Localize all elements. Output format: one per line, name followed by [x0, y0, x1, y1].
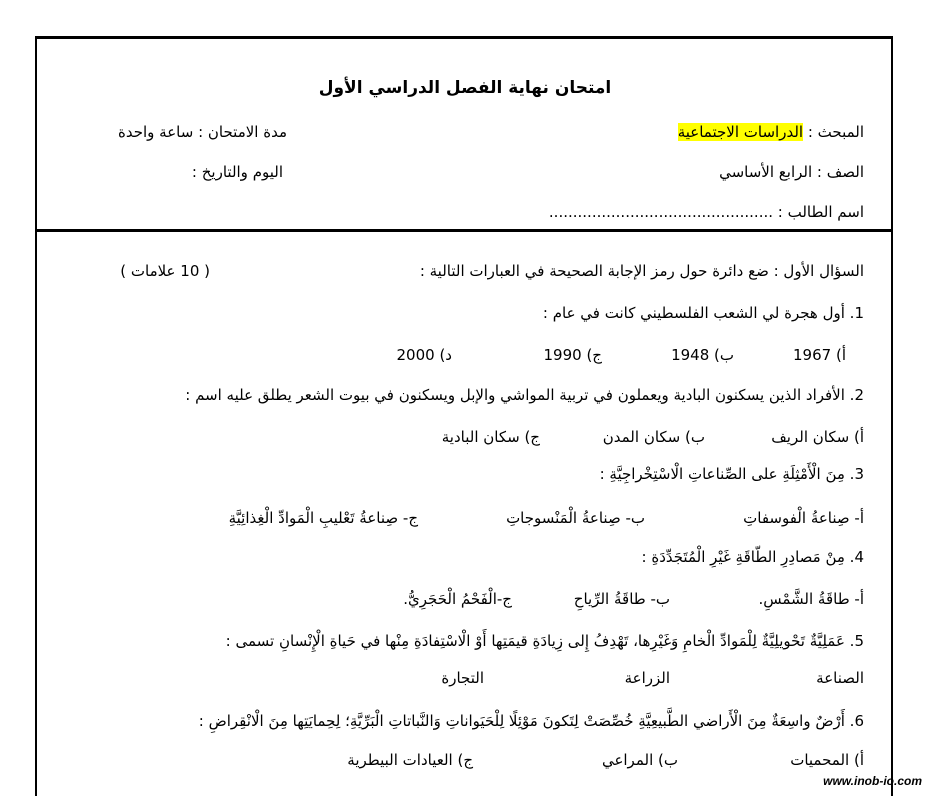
subject-line [678, 122, 864, 142]
question1-heading: السؤال الأول : ضع دائرة حول رمز الإجابة الصحيحة في العبارات التالية : [419, 262, 864, 280]
q1-item1-stem: 1. أول هجرة لي الشعب الفلسطيني كانت في عام : [542, 304, 864, 322]
q1-item6-option-a[interactable]: أ) المحميات [790, 751, 864, 769]
q1-item5-option-c[interactable]: التجارة [441, 669, 484, 687]
subject-value: الدراسات الاجتماعية [677, 123, 804, 141]
question1-marks: ( 10 علامات ) [120, 262, 210, 280]
q1-item3-stem: 3. مِنَ الْأَمْثِلَةِ على الصِّناعاتِ الْاسْتِخْراجِيَّةِ : [599, 465, 864, 483]
exam-duration: مدة الامتحان : ساعة واحدة [118, 123, 287, 141]
day-date-line: اليوم والتاريخ : [191, 163, 283, 181]
q1-item5-option-a[interactable]: الصناعة [816, 669, 864, 687]
q1-item1-option-c[interactable]: ج) 1990 [543, 346, 602, 364]
grade-line: الصف : الرابع الأساسي [719, 163, 864, 181]
exam-title: امتحان نهاية الفصل الدراسي الأول [318, 78, 612, 98]
q1-item1-option-b[interactable]: ب) 1948 [671, 346, 734, 364]
q1-item6-stem: 6. أَرْضٌ واسِعَةٌ مِنَ الْأَراضي الطَّبيعِيَّةِ خُصِّصَتْ لِتَكونَ مَوْئِلًا لِلْحَيَواناتِ وَالنَّباتاتِ الْبَرِّيَّةِ؛ لِحِمايَتِها مِنَ الْانْقِراضِ : [198, 712, 864, 730]
q1-item2-option-c[interactable]: ج) سكان البادية [441, 428, 540, 446]
site-watermark: www.inob-io.com [823, 774, 922, 788]
q1-item3-option-a[interactable]: أ- صِناعةُ الْفوسفاتِ [743, 509, 864, 527]
q1-item5-option-b[interactable]: الزراعة [624, 669, 670, 687]
subject-label: المبحث : [803, 123, 864, 141]
q1-item6-option-b[interactable]: ب) المراعي [601, 751, 678, 769]
q1-item2-stem: 2. الأفراد الذين يسكنون البادية ويعملون في تربية المواشي والإبل ويسكنون في بيوت الشعر يطلق عليه اسم : [185, 386, 864, 404]
q1-item4-stem: 4. مِنْ مَصادِرِ الطّاقَةِ غَيْرِ الْمُتَجَدِّدَةِ : [641, 548, 864, 566]
q1-item4-option-a[interactable]: أ- طاقَةُ الشَّمْسِ. [758, 590, 864, 608]
q1-item1-option-a[interactable]: أ) 1967 [793, 346, 846, 364]
q1-item3-option-c[interactable]: ج- صِناعةُ تَعْليبِ الْمَوادِّ الْغِذائِيَّةِ [228, 509, 418, 527]
q1-item5-stem: 5. عَمَلِيَّةٌ تَحْويلِيَّةٌ لِلْمَوادِّ الْخامِ وَغَيْرِها، تَهْدِفُ إِلى زِيادَةِ قيمَتِها أَوْ الْاسْتِفادَةِ مِنْها في حَياةِ الْإِنْسانِ تسمى : [225, 632, 864, 650]
q1-item2-option-b[interactable]: ب) سكان المدن [602, 428, 705, 446]
q1-item1-option-d[interactable]: د) 2000 [396, 346, 452, 364]
header-separator [35, 229, 893, 232]
q1-item4-option-b[interactable]: ب- طاقَةُ الرِّياحِ [573, 590, 670, 608]
q1-item6-option-c[interactable]: ج) العيادات البيطرية [347, 751, 473, 769]
student-name-line: اسم الطالب : ............................................... [548, 203, 864, 221]
q1-item3-option-b[interactable]: ب- صِناعةُ الْمَنْسوجاتِ [506, 509, 645, 527]
q1-item4-option-c[interactable]: ج-الْفَحْمُ الْحَجَرِيُّ. [403, 590, 512, 608]
q1-item2-option-a[interactable]: أ) سكان الريف [771, 428, 864, 446]
